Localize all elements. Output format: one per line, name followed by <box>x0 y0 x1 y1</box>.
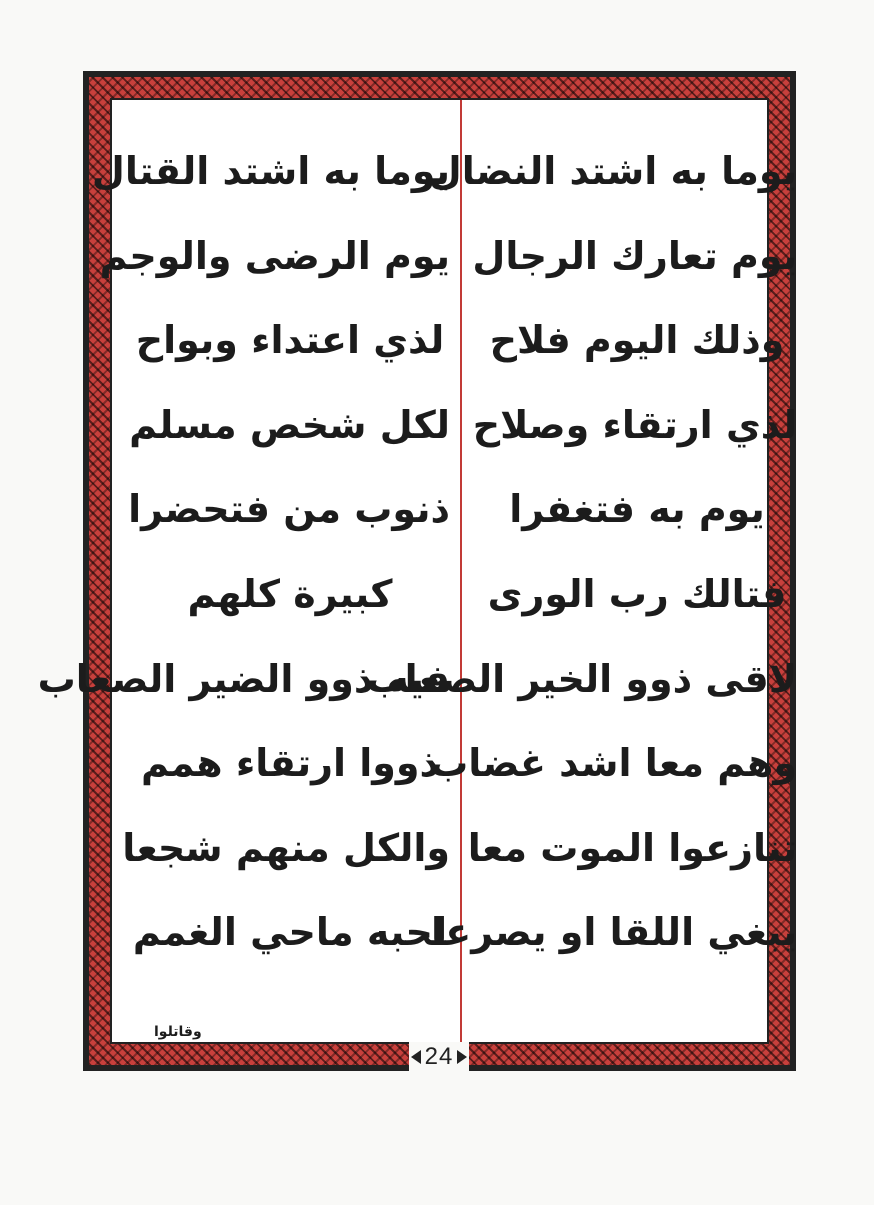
verse-line: يوم الرضى والوجم <box>99 233 450 278</box>
verse-line: لحبه ماحي الغمم <box>132 910 448 955</box>
verse-line: فتالك رب الورى <box>487 571 787 616</box>
verse-line: ذووا ارتقاء همم <box>140 741 440 786</box>
left-column <box>37 136 450 982</box>
decorative-border <box>37 71 797 1071</box>
text-panel <box>37 98 797 1044</box>
verse-line: يوما به اشتد النضال <box>428 149 797 193</box>
verse-line: لكل شخص مسلم <box>129 402 450 447</box>
catchword: وقاتلوا <box>154 1024 202 1040</box>
verse-line: لذي اعتداء وبواح <box>135 318 445 363</box>
verse-line: كبيرة كلهم <box>187 571 393 616</box>
verse-line: يوم به فتغفرا <box>509 487 765 532</box>
verse-line: تنازعوا الموت معا <box>467 825 797 870</box>
verse-line: فيه ذوو الضير الصعاب <box>37 656 450 701</box>
verse-line: لذي ارتقاء وصلاح <box>472 402 797 447</box>
right-column <box>366 136 797 982</box>
page-number: 24 <box>424 1043 454 1070</box>
verse-line: يوما به اشتد القتال <box>91 149 450 193</box>
verse-line: يبغي اللقا او يصرعا <box>430 910 797 955</box>
page-number-badge <box>409 1042 469 1072</box>
verse-line: لاقى ذوو الخير الصعاب <box>366 656 797 701</box>
verse-line: وذلك اليوم فلاح <box>489 318 785 363</box>
verse-line: يوم تعارك الرجال <box>472 233 797 278</box>
verse-line: والكل منهم شجعا <box>122 825 450 870</box>
verse-line: وهم معا اشد غضاب <box>430 741 797 786</box>
verse-line: ذنوب من فتحضرا <box>128 487 450 532</box>
